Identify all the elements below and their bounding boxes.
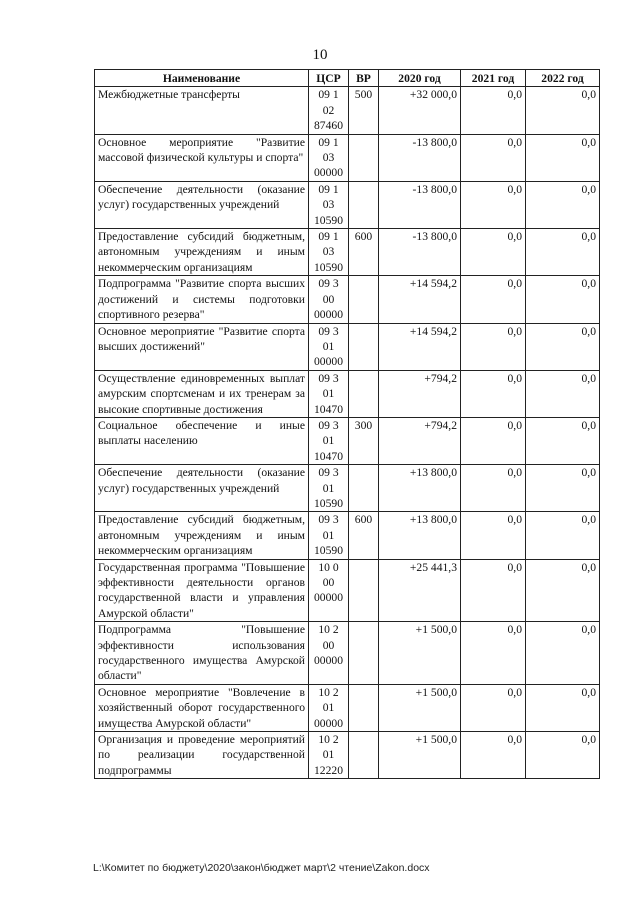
row-name: Осуществление единовременных выплат амурским спортсменам и их тренерам за высокие спортивные достижения bbox=[95, 370, 309, 417]
csr-part: 09 3 bbox=[318, 324, 339, 338]
row-2020: +14 594,2 bbox=[379, 276, 461, 323]
row-name: Предоставление субсидий бюджетным, автономным учреждениям и иным некоммерческим организациям bbox=[95, 512, 309, 559]
csr-part: 10470 bbox=[314, 402, 343, 416]
csr-part: 09 3 bbox=[318, 371, 339, 385]
row-csr bbox=[309, 417, 349, 464]
row-2022: 0,0 bbox=[526, 370, 600, 417]
row-2022: 0,0 bbox=[526, 323, 600, 370]
header-vr: ВР bbox=[349, 70, 379, 87]
csr-part: 10590 bbox=[314, 496, 343, 510]
row-name: Предоставление субсидий бюджетным, автономным учреждениям и иным некоммерческим организациям bbox=[95, 229, 309, 276]
csr-part: 10 0 bbox=[318, 560, 339, 574]
row-vr bbox=[349, 370, 379, 417]
table-row bbox=[95, 465, 600, 512]
row-2022: 0,0 bbox=[526, 87, 600, 134]
row-2020: +1 500,0 bbox=[379, 684, 461, 731]
table-header bbox=[95, 70, 600, 87]
header-row bbox=[95, 70, 600, 87]
row-2020: +1 500,0 bbox=[379, 622, 461, 685]
row-2021: 0,0 bbox=[461, 276, 526, 323]
csr-part: 09 3 bbox=[318, 466, 339, 480]
row-2020: +32 000,0 bbox=[379, 87, 461, 134]
csr-part: 09 1 bbox=[318, 135, 339, 149]
row-2021: 0,0 bbox=[461, 622, 526, 685]
row-2021: 0,0 bbox=[461, 559, 526, 622]
row-name: Межбюджетные трансферты bbox=[95, 87, 309, 134]
row-2022: 0,0 bbox=[526, 229, 600, 276]
table-body bbox=[95, 87, 600, 779]
row-2021: 0,0 bbox=[461, 465, 526, 512]
row-name: Организация и проведение мероприятий по реализации государственной подпрограммы bbox=[95, 732, 309, 779]
row-2022: 0,0 bbox=[526, 512, 600, 559]
row-2020: -13 800,0 bbox=[379, 134, 461, 181]
row-csr bbox=[309, 87, 349, 134]
table-row bbox=[95, 417, 600, 464]
table-row bbox=[95, 559, 600, 622]
row-vr bbox=[349, 684, 379, 731]
row-2021: 0,0 bbox=[461, 370, 526, 417]
csr-part: 09 3 bbox=[318, 277, 339, 291]
csr-part: 09 1 bbox=[318, 88, 339, 102]
row-name: Подпрограмма "Повышение эффективности использования государственного имущества Амурской области" bbox=[95, 622, 309, 685]
csr-part: 02 bbox=[322, 103, 335, 117]
csr-part: 00 bbox=[322, 638, 335, 652]
row-vr bbox=[349, 559, 379, 622]
csr-part: 10590 bbox=[314, 260, 343, 274]
row-2022: 0,0 bbox=[526, 181, 600, 228]
file-path-footer: L:\Комитет по бюджету\2020\закон\бюджет март\2 чтение\Zakon.docx bbox=[93, 862, 430, 874]
csr-part: 09 3 bbox=[318, 513, 339, 527]
budget-table bbox=[94, 69, 600, 779]
header-name: Наименование bbox=[95, 70, 309, 87]
row-csr bbox=[309, 465, 349, 512]
row-csr bbox=[309, 370, 349, 417]
row-vr: 600 bbox=[349, 512, 379, 559]
row-2020: +13 800,0 bbox=[379, 465, 461, 512]
row-2021: 0,0 bbox=[461, 512, 526, 559]
csr-part: 10590 bbox=[314, 213, 343, 227]
row-2022: 0,0 bbox=[526, 684, 600, 731]
row-name: Обеспечение деятельности (оказание услуг) государственных учреждений bbox=[95, 465, 309, 512]
row-csr bbox=[309, 229, 349, 276]
table-row bbox=[95, 370, 600, 417]
row-vr bbox=[349, 622, 379, 685]
csr-part: 09 1 bbox=[318, 182, 339, 196]
row-2020: -13 800,0 bbox=[379, 229, 461, 276]
table-row bbox=[95, 276, 600, 323]
csr-part: 10470 bbox=[314, 449, 343, 463]
row-name: Подпрограмма "Развитие спорта высших достижений и системы подготовки спортивного резерва" bbox=[95, 276, 309, 323]
row-2021: 0,0 bbox=[461, 181, 526, 228]
csr-part: 10590 bbox=[314, 544, 343, 558]
row-csr bbox=[309, 276, 349, 323]
row-csr bbox=[309, 181, 349, 228]
table-row bbox=[95, 87, 600, 134]
table-row bbox=[95, 512, 600, 559]
table-row bbox=[95, 622, 600, 685]
csr-part: 00000 bbox=[314, 166, 343, 180]
table-row bbox=[95, 732, 600, 779]
csr-part: 01 bbox=[322, 701, 335, 715]
row-2020: +13 800,0 bbox=[379, 512, 461, 559]
csr-part: 00 bbox=[322, 292, 335, 306]
csr-part: 00000 bbox=[314, 654, 343, 668]
row-csr bbox=[309, 684, 349, 731]
row-vr bbox=[349, 465, 379, 512]
row-2022: 0,0 bbox=[526, 559, 600, 622]
csr-part: 12220 bbox=[314, 763, 343, 777]
row-2020: -13 800,0 bbox=[379, 181, 461, 228]
csr-part: 01 bbox=[322, 434, 335, 448]
csr-part: 10 2 bbox=[318, 623, 339, 637]
row-2021: 0,0 bbox=[461, 229, 526, 276]
row-csr bbox=[309, 512, 349, 559]
row-csr bbox=[309, 732, 349, 779]
row-csr bbox=[309, 323, 349, 370]
row-2021: 0,0 bbox=[461, 87, 526, 134]
csr-part: 03 bbox=[322, 198, 335, 212]
row-vr: 300 bbox=[349, 417, 379, 464]
csr-part: 09 1 bbox=[318, 230, 339, 244]
row-2020: +1 500,0 bbox=[379, 732, 461, 779]
row-2020: +794,2 bbox=[379, 417, 461, 464]
csr-part: 01 bbox=[322, 528, 335, 542]
row-2022: 0,0 bbox=[526, 134, 600, 181]
table-row bbox=[95, 323, 600, 370]
csr-part: 01 bbox=[322, 481, 335, 495]
csr-part: 01 bbox=[322, 387, 335, 401]
csr-part: 09 3 bbox=[318, 418, 339, 432]
csr-part: 10 2 bbox=[318, 733, 339, 747]
row-name: Основное мероприятие "Развитие спорта высших достижений" bbox=[95, 323, 309, 370]
table-row bbox=[95, 181, 600, 228]
page-number: 10 bbox=[312, 47, 328, 63]
row-2022: 0,0 bbox=[526, 417, 600, 464]
header-2020: 2020 год bbox=[379, 70, 461, 87]
row-2021: 0,0 bbox=[461, 732, 526, 779]
csr-part: 10 2 bbox=[318, 685, 339, 699]
row-vr: 500 bbox=[349, 87, 379, 134]
row-name: Социальное обеспечение и иные выплаты населению bbox=[95, 417, 309, 464]
csr-part: 03 bbox=[322, 245, 335, 259]
row-vr bbox=[349, 276, 379, 323]
csr-part: 00000 bbox=[314, 355, 343, 369]
row-2022: 0,0 bbox=[526, 276, 600, 323]
csr-part: 87460 bbox=[314, 119, 343, 133]
row-2021: 0,0 bbox=[461, 684, 526, 731]
row-name: Государственная программа "Повышение эффективности деятельности органов государственной власти и управления Амурской области" bbox=[95, 559, 309, 622]
row-csr bbox=[309, 134, 349, 181]
row-2020: +794,2 bbox=[379, 370, 461, 417]
header-2021: 2021 год bbox=[461, 70, 526, 87]
table-row bbox=[95, 134, 600, 181]
row-2022: 0,0 bbox=[526, 465, 600, 512]
row-vr bbox=[349, 323, 379, 370]
row-name: Основное мероприятие "Развитие массовой физической культуры и спорта" bbox=[95, 134, 309, 181]
row-name: Основное мероприятие "Вовлечение в хозяйственный оборот государственного имущества Амурской области" bbox=[95, 684, 309, 731]
table-row bbox=[95, 229, 600, 276]
csr-part: 01 bbox=[322, 339, 335, 353]
row-2021: 0,0 bbox=[461, 134, 526, 181]
row-2022: 0,0 bbox=[526, 622, 600, 685]
csr-part: 00000 bbox=[314, 716, 343, 730]
csr-part: 03 bbox=[322, 151, 335, 165]
header-csr: ЦСР bbox=[309, 70, 349, 87]
table-row bbox=[95, 684, 600, 731]
csr-part: 00000 bbox=[314, 308, 343, 322]
row-2020: +14 594,2 bbox=[379, 323, 461, 370]
csr-part: 01 bbox=[322, 748, 335, 762]
row-vr bbox=[349, 181, 379, 228]
row-2020: +25 441,3 bbox=[379, 559, 461, 622]
row-vr bbox=[349, 134, 379, 181]
csr-part: 00 bbox=[322, 576, 335, 589]
row-vr: 600 bbox=[349, 229, 379, 276]
row-csr bbox=[309, 622, 349, 685]
row-2021: 0,0 bbox=[461, 417, 526, 464]
row-name: Обеспечение деятельности (оказание услуг) государственных учреждений bbox=[95, 181, 309, 228]
row-csr bbox=[309, 559, 349, 622]
header-2022: 2022 год bbox=[526, 70, 600, 87]
row-vr bbox=[349, 732, 379, 779]
csr-part: 00000 bbox=[314, 591, 343, 605]
row-2022: 0,0 bbox=[526, 732, 600, 779]
row-2021: 0,0 bbox=[461, 323, 526, 370]
